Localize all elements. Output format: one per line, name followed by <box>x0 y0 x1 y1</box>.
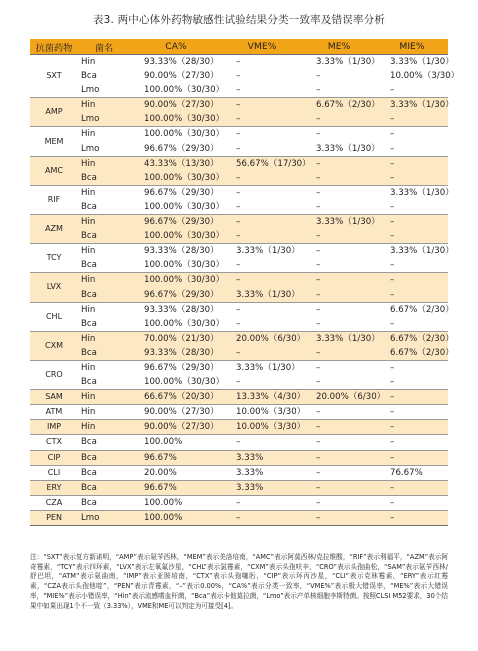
table-row <box>30 420 448 435</box>
cell-bacteria: Bca <box>78 480 130 495</box>
cell-drug: ATM <box>30 405 78 420</box>
table-header-row <box>30 39 448 55</box>
cell-ca: 93.33%（28/30） <box>144 57 219 67</box>
cell-ca: 96.67%（29/30） <box>130 360 222 375</box>
table-row <box>30 83 448 98</box>
cell-me: – <box>302 465 376 480</box>
cell-bacteria: Bca <box>81 377 97 388</box>
cell-ca: 93.33%（28/30） <box>130 302 222 317</box>
cell-me: – <box>302 302 376 317</box>
table-row <box>30 258 448 273</box>
cell-me: – <box>302 171 376 186</box>
cell-drug: AMP <box>30 98 78 127</box>
cell-bacteria: Bca <box>78 465 130 480</box>
cell-vme: 10.00%（3/30） <box>222 405 302 420</box>
table-row <box>30 375 448 390</box>
cell-bacteria: Hin <box>78 302 130 317</box>
cell-bacteria: Hin <box>78 98 130 113</box>
cell-vme: 10.00%（3/30） <box>222 420 302 435</box>
cell-ca: 43.33%（13/30） <box>130 156 222 171</box>
cell-vme: – <box>236 85 241 96</box>
cell-mie: 10.00%（3/30） <box>390 71 460 82</box>
cell-me: 20.00%（6/30） <box>302 390 376 405</box>
cell-vme: – <box>222 273 302 288</box>
cell-me: – <box>316 377 321 388</box>
cell-me: – <box>302 288 376 303</box>
table-row <box>30 273 448 288</box>
cell-drug: MEM <box>30 127 78 156</box>
cell-drug: IMP <box>30 420 78 435</box>
cell-vme: – <box>236 71 241 82</box>
cell-me: 3.33%（1/30） <box>302 331 376 346</box>
cell-me: – <box>302 185 376 200</box>
table-footnote: 注：“SXT”表示复方新诺明，“AMP”表示氨苄西林，“MEM”表示美洛培南，“AMC”表示阿莫西林/克拉维酸，“RIF”表示利福平，“AZM”表示阿奇霉素，“TCY”表示四环素，“LVX”表示左氧氟沙星，“CHL”表示氯霉素，“CXM”表示头孢呋辛，“CRO”表示头孢曲松，“SAM”表示氨苄西林/舒巴坦，“ATM”表示氨曲南，“IMP”表示亚胺培南，“CTX”表示头孢噻肟，“CIP”表示环丙沙星，“CLI”表示克林霉素，“ERY”表示红霉素，“CZA表示头孢他啶”，“PEN”表示青霉素，“–”表示0.00%，“CA%”表示分类一致率，“VME%”表示极大错误率，“ME%”表示大错误率，“MIE%”表示小错误率，“Hin”表示流感嗜血杆菌，“Bca”表示卡他莫拉菌，“Lmo”表示产单核细胞李斯特菌。按照CLSI M52要求，30个结果中如果出现1个不一致（3.33%），VME和ME可以判定为可接受[4]。 <box>30 553 448 610</box>
cell-drug: CXM <box>30 331 78 360</box>
cell-vme: 3.33%（1/30） <box>222 360 302 375</box>
cell-ca: 100.00%（30/30） <box>130 112 222 127</box>
cell-mie: – <box>390 318 395 329</box>
cell-drug: LVX <box>30 273 78 302</box>
cell-mie: 3.33%（1/30） <box>376 98 448 113</box>
cell-vme: – <box>222 510 302 525</box>
cell-bacteria: Bca <box>81 260 97 271</box>
cell-ca: 100.00% <box>130 495 222 510</box>
cell-vme: 3.33%（1/30） <box>222 288 302 303</box>
cell-mie: – <box>376 156 448 171</box>
table-row <box>30 200 448 215</box>
table-row <box>30 156 448 171</box>
cell-vme: 56.67%（17/30） <box>222 156 302 171</box>
table-row <box>30 69 448 83</box>
cell-ca: 90.00%（27/30） <box>144 71 219 82</box>
table-row <box>30 331 448 346</box>
cell-bacteria: Bca <box>78 450 130 465</box>
table-row <box>30 495 448 510</box>
cell-vme: – <box>236 57 241 67</box>
cell-vme: – <box>222 98 302 113</box>
cell-mie: 6.67%（2/30） <box>376 331 448 346</box>
cell-mie: – <box>390 201 395 212</box>
cell-mie: – <box>376 435 448 450</box>
cell-me: 6.67%（2/30） <box>302 98 376 113</box>
cell-mie: – <box>376 171 448 186</box>
cell-bacteria: Bca <box>78 171 130 186</box>
cell-mie: 3.33%（1/30） <box>376 185 448 200</box>
cell-me: – <box>302 420 376 435</box>
table-row <box>30 127 448 142</box>
cell-bacteria: Bca <box>78 435 130 450</box>
cell-mie: – <box>376 420 448 435</box>
table-row <box>30 465 448 480</box>
cell-me: – <box>302 495 376 510</box>
cell-ca: 96.67%（29/30） <box>130 288 222 303</box>
cell-vme: – <box>222 346 302 361</box>
cell-vme: 13.33%（4/30） <box>222 390 302 405</box>
header-vme: VME% <box>222 39 302 55</box>
cell-me: – <box>302 244 376 259</box>
cell-mie: – <box>390 377 395 388</box>
cell-bacteria: Bca <box>78 229 130 244</box>
cell-me: – <box>302 435 376 450</box>
cell-mie: 6.67%（2/30） <box>376 346 448 361</box>
cell-bacteria: Hin <box>81 57 96 67</box>
table-row <box>30 317 448 332</box>
cell-vme: – <box>222 127 302 142</box>
cell-mie: 6.67%（2/30） <box>376 302 448 317</box>
cell-bacteria: Hin <box>78 390 130 405</box>
cell-mie: 3.33%（1/30） <box>376 244 448 259</box>
cell-drug: TCY <box>30 244 78 273</box>
cell-mie: 76.67% <box>376 465 448 480</box>
cell-ca: 100.00%（30/30） <box>130 127 222 142</box>
cell-ca: 100.00%（30/30） <box>144 318 225 329</box>
cell-ca: 90.00%（27/30） <box>130 420 222 435</box>
table-row <box>30 405 448 420</box>
cell-ca: 96.67% <box>130 480 222 495</box>
cell-me: – <box>302 112 376 127</box>
cell-drug: CHL <box>30 302 78 331</box>
cell-vme: – <box>236 377 241 388</box>
cell-drug: SXT <box>46 71 62 81</box>
cell-ca: 100.00%（30/30） <box>130 171 222 186</box>
cell-mie: – <box>390 143 395 154</box>
cell-vme: – <box>236 318 241 329</box>
cell-me: – <box>302 273 376 288</box>
results-table <box>30 39 460 526</box>
cell-ca: 20.00% <box>130 465 222 480</box>
cell-bacteria: Hin <box>78 156 130 171</box>
cell-me: – <box>302 156 376 171</box>
table-row <box>30 346 448 361</box>
cell-vme: – <box>222 185 302 200</box>
table-row <box>30 229 448 244</box>
cell-bacteria: Hin <box>78 244 130 259</box>
cell-drug: CTX <box>30 435 78 450</box>
cell-ca: 96.67%（29/30） <box>130 185 222 200</box>
cell-vme: 3.33% <box>222 465 302 480</box>
cell-bacteria: Lmo <box>81 143 100 154</box>
cell-vme: – <box>222 171 302 186</box>
cell-me: – <box>302 480 376 495</box>
cell-ca: 100.00%（30/30） <box>144 85 225 96</box>
table-row <box>30 244 448 259</box>
cell-mie: – <box>390 85 395 96</box>
table-row <box>30 171 448 186</box>
table-row <box>30 288 448 303</box>
cell-bacteria: Bca <box>81 201 97 212</box>
table-row <box>30 450 448 465</box>
cell-vme: 20.00%（6/30） <box>222 331 302 346</box>
cell-me: – <box>302 229 376 244</box>
cell-ca: 100.00%（30/30） <box>144 260 225 271</box>
cell-ca: 100.00% <box>130 510 222 525</box>
cell-drug: CLI <box>30 465 78 480</box>
table-row <box>30 112 448 127</box>
cell-bacteria: Hin <box>78 331 130 346</box>
table-row <box>30 480 448 495</box>
cell-vme: – <box>222 435 302 450</box>
cell-me: – <box>316 85 321 96</box>
cell-ca: 90.00%（27/30） <box>130 98 222 113</box>
table-row <box>30 142 448 157</box>
cell-mie: – <box>390 260 395 271</box>
cell-mie: 3.33%（1/30） <box>390 57 454 67</box>
cell-drug: RIF <box>30 185 78 214</box>
cell-ca: 90.00%（27/30） <box>130 405 222 420</box>
cell-bacteria: Hin <box>78 185 130 200</box>
cell-mie: – <box>376 360 448 375</box>
cell-mie: – <box>376 127 448 142</box>
cell-me: 3.33%（1/30） <box>316 57 380 67</box>
cell-me: – <box>316 71 321 82</box>
cell-me: – <box>302 405 376 420</box>
cell-vme: – <box>222 495 302 510</box>
cell-mie: – <box>376 112 448 127</box>
table-row <box>30 302 448 317</box>
cell-drug: CIP <box>30 450 78 465</box>
table-row <box>30 510 448 525</box>
cell-bacteria: Hin <box>78 360 130 375</box>
cell-ca: 96.67%（29/30） <box>144 143 219 154</box>
cell-mie: – <box>376 229 448 244</box>
cell-ca: 70.00%（21/30） <box>130 331 222 346</box>
cell-mie: – <box>376 450 448 465</box>
header-me: ME% <box>302 39 376 55</box>
cell-vme: 3.33% <box>222 480 302 495</box>
table-row <box>30 390 448 405</box>
cell-me: – <box>316 260 321 271</box>
cell-mie: – <box>376 215 448 230</box>
cell-ca: 93.33%（28/30） <box>130 244 222 259</box>
cell-bacteria: Lmo <box>78 112 130 127</box>
cell-bacteria: Hin <box>78 420 130 435</box>
table-title: 表3. 两中心体外药物敏感性试验结果分类一致率及错误率分析 <box>92 14 386 26</box>
header-ca: CA% <box>130 39 222 55</box>
cell-me: – <box>302 510 376 525</box>
cell-vme: – <box>236 260 241 271</box>
cell-drug: SAM <box>30 390 78 405</box>
cell-mie: – <box>376 480 448 495</box>
cell-bacteria: Bca <box>78 346 130 361</box>
cell-ca: 100.00%（30/30） <box>144 377 225 388</box>
cell-mie: – <box>376 405 448 420</box>
cell-ca: 66.67%（20/30） <box>130 390 222 405</box>
cell-drug: CRO <box>30 360 78 389</box>
cell-bacteria: Hin <box>78 127 130 142</box>
cell-bacteria: Bca <box>78 288 130 303</box>
cell-vme: – <box>222 215 302 230</box>
cell-vme: 3.33% <box>222 450 302 465</box>
cell-ca: 93.33%（28/30） <box>130 346 222 361</box>
header-mie: MIE% <box>376 39 448 55</box>
cell-ca: 100.00%（30/30） <box>144 201 225 212</box>
cell-vme: – <box>222 229 302 244</box>
cell-drug: PEN <box>30 510 78 525</box>
cell-bacteria: Hin <box>78 215 130 230</box>
cell-vme: – <box>222 112 302 127</box>
cell-me: – <box>302 360 376 375</box>
cell-ca: 96.67% <box>130 450 222 465</box>
table-row <box>30 435 448 450</box>
cell-bacteria: Bca <box>78 495 130 510</box>
header-bacteria: 菌名 <box>78 39 130 55</box>
cell-mie: – <box>376 495 448 510</box>
cell-ca: 100.00%（30/30） <box>130 273 222 288</box>
cell-drug: AMC <box>30 156 78 185</box>
cell-bacteria: Hin <box>78 405 130 420</box>
cell-drug: CZA <box>30 495 78 510</box>
cell-bacteria: Hin <box>78 273 130 288</box>
table-body <box>30 55 460 526</box>
cell-bacteria: Bca <box>81 318 97 329</box>
cell-ca: 96.67%（29/30） <box>130 215 222 230</box>
cell-me: – <box>302 450 376 465</box>
cell-me: – <box>316 201 321 212</box>
cell-mie: – <box>376 273 448 288</box>
cell-bacteria: Lmo <box>78 510 130 525</box>
cell-bacteria: Bca <box>81 71 97 82</box>
cell-vme: – <box>236 143 241 154</box>
cell-me: 3.33%（1/30） <box>316 143 380 154</box>
cell-me: – <box>316 318 321 329</box>
cell-bacteria: Lmo <box>81 85 100 96</box>
cell-drug: AZM <box>30 215 78 244</box>
cell-me: 3.33%（1/30） <box>302 215 376 230</box>
cell-me: – <box>302 346 376 361</box>
cell-me: – <box>302 127 376 142</box>
cell-vme: 3.33%（1/30） <box>222 244 302 259</box>
cell-vme: – <box>222 302 302 317</box>
cell-mie: – <box>376 510 448 525</box>
header-drug: 抗菌药物 <box>30 39 78 55</box>
table-row <box>30 55 448 70</box>
cell-drug: ERY <box>30 480 78 495</box>
cell-ca: 100.00%（30/30） <box>130 229 222 244</box>
table-row <box>30 185 448 200</box>
table-row <box>30 215 448 230</box>
table-row <box>30 98 448 113</box>
cell-mie: – <box>376 288 448 303</box>
table-row <box>30 360 448 375</box>
cell-vme: – <box>236 201 241 212</box>
cell-mie: – <box>376 390 448 405</box>
cell-ca: 100.00% <box>130 435 222 450</box>
